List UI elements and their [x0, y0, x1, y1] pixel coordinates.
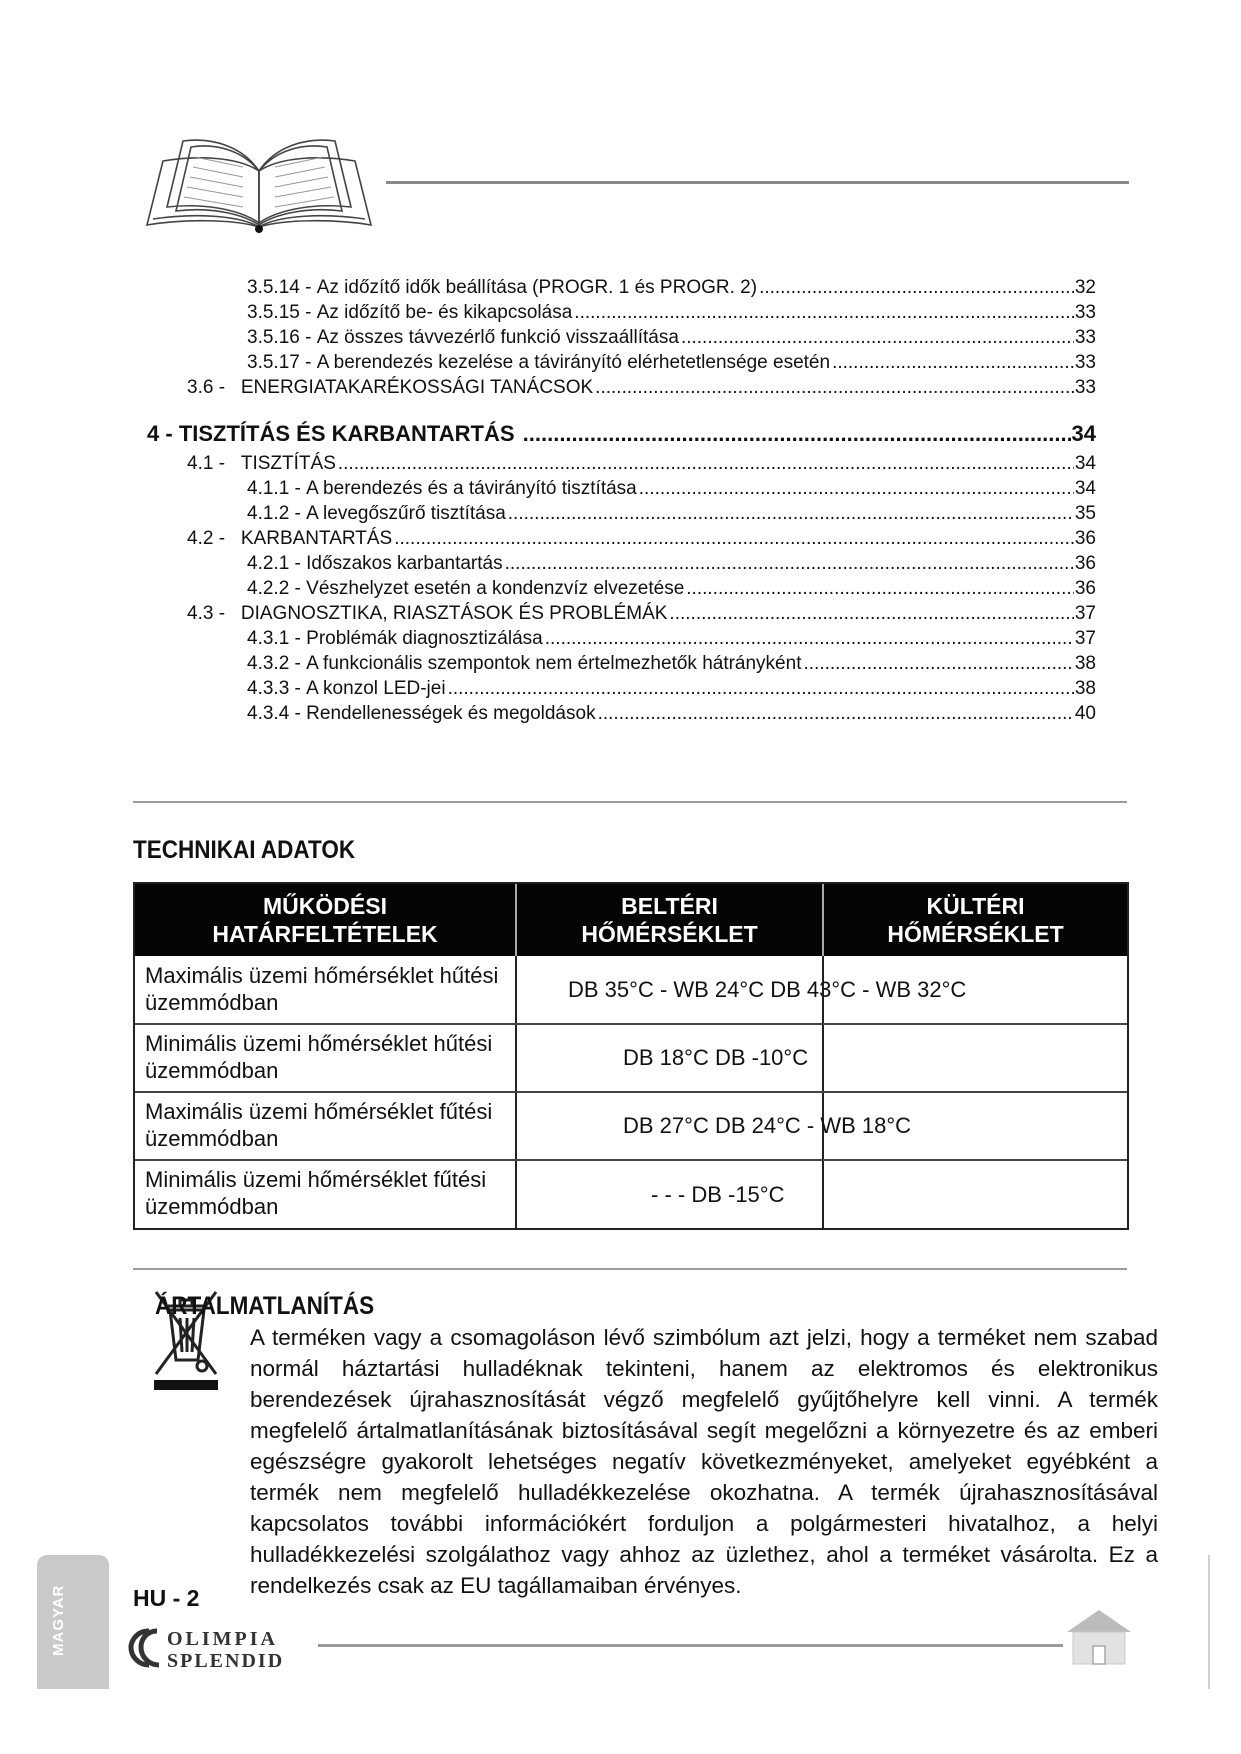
toc-entry[interactable] — [247, 275, 1096, 300]
toc-number: 4.1.1 - — [247, 478, 301, 499]
toc-page: 36 — [1074, 578, 1096, 599]
row-divider — [135, 1023, 1127, 1025]
toc-title: A berendezés kezelése a távirányító elérhetetlensége esetén — [316, 352, 831, 373]
disposal-paragraph: A terméken vagy a csomagoláson lévő szimbólum azt jelzi, hogy a terméket nem szabad normál háztartási hulladéknak tekinteni, hanem az elektromos és elektronikus berendezések újrahasznosítását végző megfelelő gyűjtőhelyre kell vinni. A termék megfelelő ártalmatlanításának biztosításával segít megelőzni a környezetre és az emberi egészségre gyakorolt lehetséges negatív következményeket, amelyeket egyébként a termék nem megfelelő hulladékkezelése okozhatna. A termék újrahasznosításával kapcsolatos további információkért forduljon a polgármesteri hivatalhoz, a helyi hulladékkezelési szolgálathoz vagy ahhoz az üzlethez, ahol a terméket vásárolta. Ez a rendelkezés csak az EU tagállamaiban érvényes. — [250, 1325, 1158, 1598]
table-header-cell — [517, 884, 822, 956]
toc-page: 37 — [1074, 603, 1096, 624]
toc-leader — [545, 626, 1074, 651]
toc-title: Időszakos karbantartás — [306, 553, 503, 574]
toc-number: 4.2.1 - — [247, 553, 301, 574]
toc-title: Problémák diagnosztizálása — [306, 628, 543, 649]
table-row-value: DB 35°C - WB 24°C DB 43°C - WB 32°C — [568, 977, 967, 1002]
toc-entry[interactable] — [247, 350, 1096, 375]
toc-leader — [669, 601, 1073, 626]
brand-line1: OLIMPIA — [167, 1628, 278, 1650]
toc-leader — [639, 476, 1074, 501]
table-row-condition: Minimális üzemi hőmérséklet hűtési üzemmódban — [145, 1031, 493, 1083]
toc-number: 4.2 - — [187, 528, 226, 549]
toc-chapter-entry[interactable] — [147, 419, 1096, 449]
toc-page: 33 — [1074, 302, 1096, 323]
table-row-value: - - - DB -15°C — [651, 1182, 785, 1207]
section-divider — [133, 1268, 1127, 1270]
toc-entry[interactable] — [247, 551, 1096, 576]
toc-number: 3.5.17 - — [247, 352, 312, 373]
toc-number: 4 - — [147, 421, 173, 446]
table-header-cell — [824, 884, 1127, 956]
toc-page: 36 — [1074, 528, 1096, 549]
toc-entry[interactable] — [187, 375, 1096, 400]
table-row-condition: Maximális üzemi hőmérséklet fűtési üzemmódban — [145, 1099, 493, 1151]
toc-leader — [394, 526, 1074, 551]
toc-entry[interactable] — [247, 476, 1096, 501]
header-separator — [515, 884, 517, 956]
toc-number: 3.5.15 - — [247, 302, 312, 323]
toc-leader — [598, 701, 1074, 726]
toc-entry[interactable] — [247, 651, 1096, 676]
toc-page: 38 — [1074, 653, 1096, 674]
toc-page: 33 — [1074, 352, 1096, 373]
toc-page: 32 — [1074, 277, 1096, 298]
toc-title: Az időzítő be- és kikapcsolása — [316, 302, 573, 323]
toc-number: 4.1 - — [187, 453, 226, 474]
table-row-condition: Maximális üzemi hőmérséklet hűtési üzemmódban — [145, 963, 499, 1015]
table-row-value: DB 27°C DB 24°C - WB 18°C — [623, 1113, 912, 1138]
toc-title: DIAGNOSZTIKA, RIASZTÁSOK ÉS PROBLÉMÁK — [240, 603, 668, 624]
toc-title: Az időzítő idők beállítása (PROGR. 1 és PROGR. 2) — [316, 277, 758, 298]
table-row-condition: Minimális üzemi hőmérséklet fűtési üzemmódban — [145, 1167, 487, 1219]
header-text: BELTÉRI — [621, 893, 718, 919]
toc-leader — [832, 350, 1074, 375]
toc-title: ENERGIATAKARÉKOSSÁGI TANÁCSOK — [240, 377, 594, 398]
toc-title: KARBANTARTÁS — [240, 528, 393, 549]
table-row-value: DB 18°C DB -10°C — [623, 1045, 809, 1070]
toc-number: 4.2.2 - — [247, 578, 301, 599]
header-divider — [386, 181, 1129, 184]
toc-title: Rendellenességek és megoldások — [306, 703, 596, 724]
header-separator — [822, 884, 824, 956]
header-text: HŐMÉRSÉKLET — [581, 921, 758, 947]
toc-entry[interactable] — [247, 300, 1096, 325]
row-divider — [135, 1159, 1127, 1161]
open-book-icon — [143, 127, 375, 233]
toc-number: 3.5.16 - — [247, 327, 312, 348]
toc-page: 35 — [1074, 503, 1096, 524]
toc-page: 33 — [1074, 377, 1096, 398]
section-title: ÁRTALMATLANÍTÁS — [155, 1292, 375, 1320]
toc-leader — [508, 501, 1074, 526]
language-label: MAGYAR — [50, 1584, 67, 1656]
toc-page: 34 — [1071, 421, 1096, 446]
toc-number: 4.3 - — [187, 603, 226, 624]
page-number: HU - 2 — [133, 1585, 200, 1611]
toc-page: 34 — [1074, 478, 1096, 499]
toc-page: 37 — [1074, 628, 1096, 649]
home-icon[interactable] — [1063, 1606, 1135, 1666]
toc-leader — [759, 275, 1074, 300]
toc-page: 34 — [1074, 453, 1096, 474]
toc-title: A berendezés és a távirányító tisztítása — [306, 478, 637, 499]
toc-number: 4.3.2 - — [247, 653, 301, 674]
toc-number: 3.5.14 - — [247, 277, 312, 298]
header-text: HATÁRFELTÉTELEK — [212, 921, 438, 947]
toc-title: TISZTÍTÁS — [240, 453, 336, 474]
toc-leader — [505, 551, 1074, 576]
toc-number: 4.3.1 - — [247, 628, 301, 649]
toc-leader — [574, 300, 1074, 325]
toc-entry[interactable] — [187, 526, 1096, 551]
header-text: KÜLTÉRI — [926, 893, 1025, 919]
header-text: MŰKÖDÉSI — [263, 893, 387, 919]
toc-leader — [686, 576, 1074, 601]
toc-page: 33 — [1074, 327, 1096, 348]
toc-title: TISZTÍTÁS ÉS KARBANTARTÁS — [178, 421, 515, 446]
toc-page: 36 — [1074, 553, 1096, 574]
footer-divider — [318, 1644, 1063, 1647]
toc-entry[interactable] — [247, 576, 1096, 601]
table-header-cell — [135, 884, 515, 956]
row-divider — [135, 1091, 1127, 1093]
brand-line2: SPLENDID — [167, 1650, 285, 1671]
toc-leader — [523, 419, 1071, 449]
toc-entry[interactable] — [247, 626, 1096, 651]
toc-title: Vészhelyzet esetén a kondenzvíz elvezetése — [306, 578, 685, 599]
section-divider — [133, 801, 1127, 803]
toc-entry[interactable] — [247, 701, 1096, 726]
toc-leader — [595, 375, 1074, 400]
toc-title: Az összes távvezérlő funkció visszaállítása — [316, 327, 679, 348]
toc-entry[interactable] — [247, 325, 1096, 350]
toc-leader — [803, 651, 1073, 676]
tech-data-table — [133, 882, 1129, 1230]
toc-number: 3.6 - — [187, 377, 226, 398]
toc-number: 4.3.3 - — [247, 678, 301, 699]
toc-leader — [681, 325, 1074, 350]
section-title: TECHNIKAI ADATOK — [133, 836, 356, 864]
toc-title: A funkcionális szempontok nem értelmezhetők hátrányként — [306, 653, 802, 674]
toc-title: A konzol LED-jei — [306, 678, 446, 699]
toc-entry[interactable] — [247, 676, 1096, 701]
toc-number: 4.3.4 - — [247, 703, 301, 724]
toc-entry[interactable] — [187, 451, 1096, 476]
brand-logo — [127, 1623, 317, 1671]
toc-number: 4.1.2 - — [247, 503, 301, 524]
toc-title: A levegőszűrő tisztítása — [306, 503, 506, 524]
toc-entry[interactable] — [247, 501, 1096, 526]
toc-page: 40 — [1074, 703, 1096, 724]
page-edge-marker — [1208, 1555, 1210, 1689]
toc-leader — [448, 676, 1074, 701]
header-text: HŐMÉRSÉKLET — [887, 921, 1064, 947]
toc-page: 38 — [1074, 678, 1096, 699]
toc-leader — [338, 451, 1074, 476]
toc-entry[interactable] — [187, 601, 1096, 626]
